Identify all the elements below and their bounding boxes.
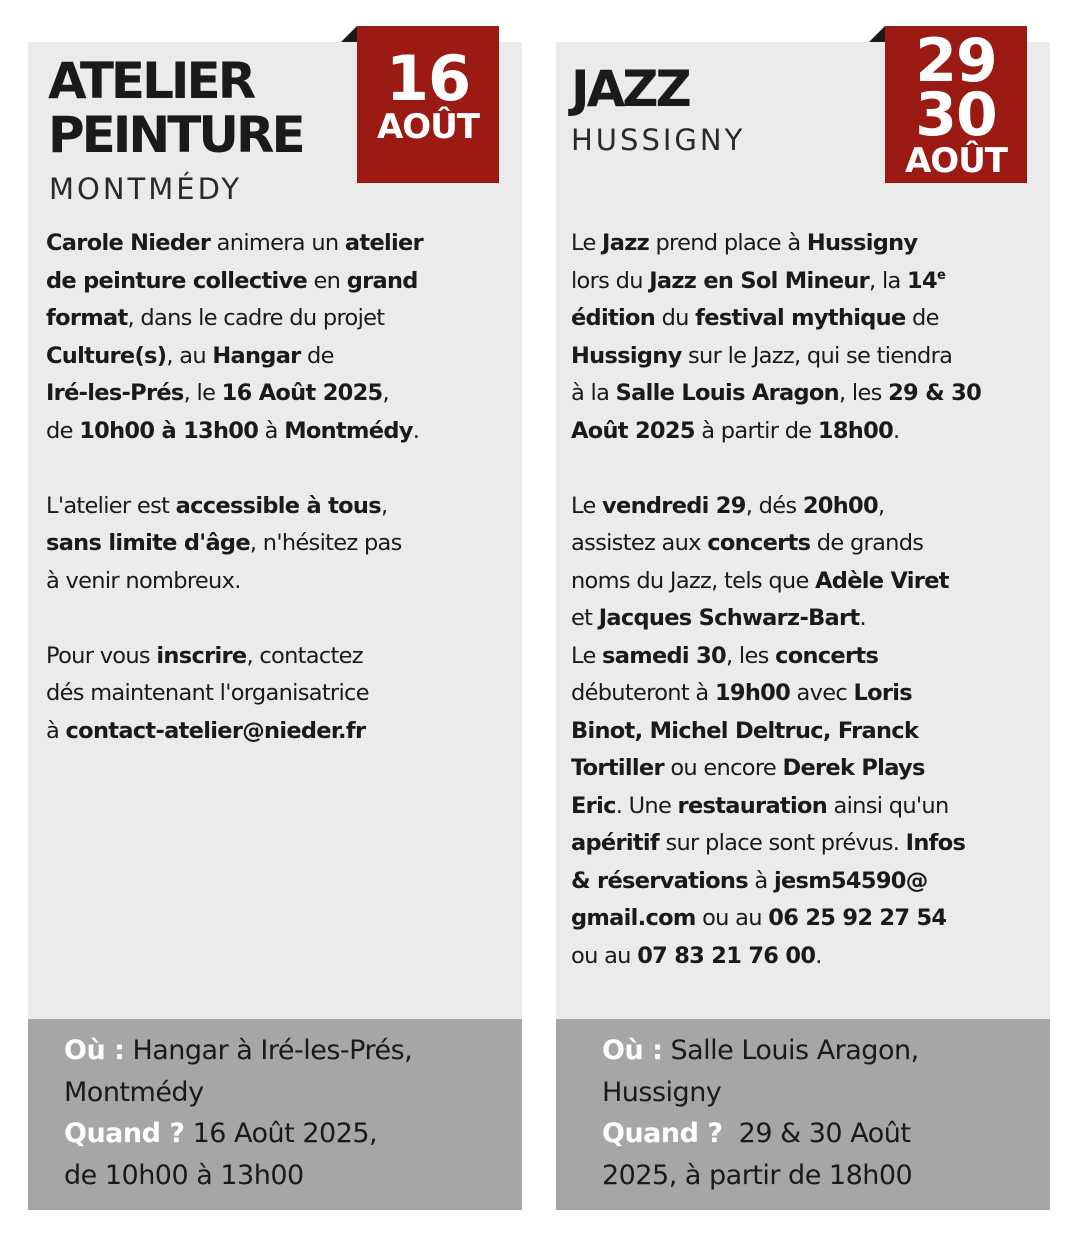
- event-description: [571, 225, 1036, 1013]
- when-label: Quand ?: [602, 1118, 723, 1149]
- date-day: 16: [385, 42, 471, 115]
- info-box: [28, 1019, 522, 1210]
- phone-1: 06 25 92 27 54: [768, 905, 947, 931]
- event-title: JAZZ: [571, 60, 689, 118]
- date-day-2: 30: [915, 80, 997, 150]
- info-box: [556, 1019, 1050, 1210]
- where-value-2: Montmédy: [64, 1076, 204, 1108]
- when-value-2: 2025, à partir de 18h00: [602, 1159, 913, 1191]
- paragraph-3: Pour vous inscrire, contactez dés maintenant l'organisatrice à contact-atelier@nieder.fr: [46, 642, 369, 744]
- paragraph-2: Le vendredi 29, dés 20h00, assistez aux concerts de grands noms du Jazz, tels que Adèle Viret et Jacques Schwarz-Bart. Le samedi 30, les concerts débuteront à 19h00 avec Loris Binot, Michel Deltruc, Franck Tortiller ou encore Derek Plays Eric. Une restauration ainsi qu'un apéritif sur place sont prévus. Infos & réservations à jesm54590@ gmail.com ou au 06 25 92 27 54 ou au 07 83 21 76 00.: [571, 492, 966, 969]
- title-line-2: PEINTURE: [48, 106, 303, 164]
- event-description: [46, 225, 511, 788]
- when-label: Quand ?: [64, 1118, 185, 1149]
- when-value: 16 Août 2025,: [184, 1118, 378, 1149]
- date-month: AOÛT: [904, 141, 1008, 181]
- where-label: Où :: [602, 1035, 663, 1066]
- where-value-2: Hussigny: [602, 1076, 722, 1108]
- paragraph-1: Le Jazz prend place à Hussigny lors du Jazz en Sol Mineur, la 14e édition du festival mythique de Hussigny sur le Jazz, qui se tiendra à la Salle Louis Aragon, les 29 & 30 Août 2025 à partir de 18h00.: [571, 230, 982, 444]
- date-badge: [357, 26, 499, 183]
- date-month: AOÛT: [376, 107, 480, 147]
- paragraph-2: L'atelier est accessible à tous, sans limite d'âge, n'hésitez pas à venir nombreux.: [46, 492, 402, 594]
- paragraph-1: Carole Nieder animera un atelier de peinture collective en grand format, dans le cadre du projet Culture(s), au Hangar de Iré-les-Prés, le 16 Août 2025, de 10h00 à 13h00 à Montmédy.: [46, 230, 424, 444]
- event-location: MONTMÉDY: [49, 172, 243, 206]
- where-value: Salle Louis Aragon,: [662, 1035, 919, 1066]
- where-value: Hangar à Iré-les-Prés,: [124, 1035, 413, 1066]
- event-title: [48, 54, 303, 162]
- contact-email: contact-atelier@nieder.fr: [65, 717, 366, 744]
- when-value-2: de 10h00 à 13h00: [64, 1159, 304, 1191]
- info-text: [64, 1030, 412, 1196]
- title-line-1: ATELIER: [48, 52, 254, 110]
- date-day-1: 29: [915, 26, 997, 96]
- info-text: [602, 1030, 919, 1196]
- jazz-hussigny-panel: [556, 26, 1050, 1210]
- event-location: HUSSIGNY: [571, 123, 746, 157]
- where-label: Où :: [64, 1035, 125, 1066]
- atelier-peinture-panel: [28, 42, 522, 1210]
- contact-email: jesm54590@: [773, 867, 928, 894]
- when-value: 29 & 30 Août: [722, 1118, 911, 1149]
- date-badge: [885, 26, 1027, 183]
- phone-2: 07 83 21 76 00: [637, 942, 816, 969]
